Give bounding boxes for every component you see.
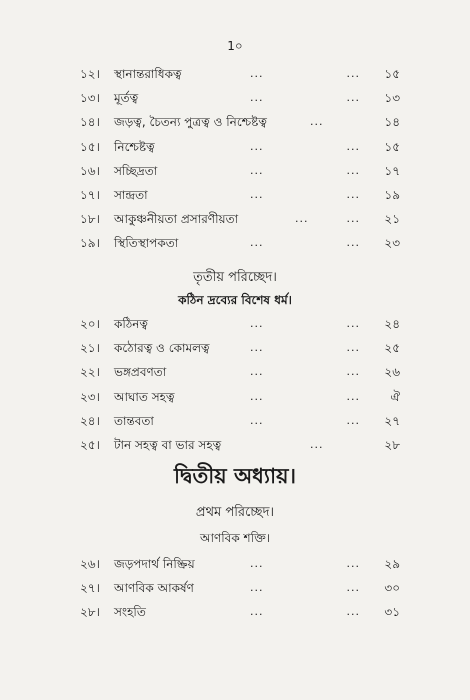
leader-dots: ... ... — [250, 163, 360, 177]
leader-dots: ... ... — [250, 341, 360, 355]
entry-page: ১৯ — [384, 187, 400, 202]
entry-page: ২৭ — [384, 413, 400, 428]
entry-page: ১৪ — [384, 115, 400, 130]
toc-entry — [80, 207, 400, 231]
entry-title: সচ্ছিদ্রতা — [114, 163, 158, 178]
entry-number: ২৬। — [80, 557, 100, 571]
entry-page: ২৯ — [384, 557, 400, 571]
entry-page: ২৬ — [384, 365, 400, 380]
toc-section-a — [80, 62, 400, 256]
toc-entry — [80, 86, 400, 110]
entry-page: ২১ — [384, 212, 400, 227]
leader-dots: ... ... — [250, 557, 360, 570]
leader-dots: ... — [310, 115, 324, 129]
entry-title: আকুঞ্চনীয়তা প্রসারণীয়তা — [114, 212, 239, 227]
entry-page: ২৫ — [384, 341, 400, 356]
chapter3-subheading: কঠিন দ্রব্যের বিশেষ ধর্ম। — [178, 293, 292, 307]
leader-dots: ... ... — [250, 317, 360, 330]
leader-dots: ... ... — [250, 236, 360, 250]
toc-entry — [80, 576, 400, 600]
leader-dots: ... ... — [250, 365, 360, 379]
leader-dots: ... ... — [250, 605, 360, 619]
entry-page: ঐ — [390, 389, 400, 404]
entry-page: ২৩ — [384, 236, 400, 251]
entry-number: ১৫। — [80, 139, 100, 154]
entry-title: জড়ত্ব, চৈতন্য পুত্রত্ব ও নিশ্চেষ্টত্ব — [114, 115, 267, 130]
entry-page: ১৭ — [384, 163, 400, 178]
entry-page: ৩০ — [384, 581, 400, 596]
entry-number: ১৯। — [80, 236, 100, 251]
entry-title: মূর্তত্ব — [114, 91, 139, 106]
entry-number: ২৮। — [80, 605, 100, 620]
toc-entry — [80, 312, 400, 336]
leader-dots: ... ... — [250, 581, 360, 595]
entry-number: ২১। — [80, 341, 100, 356]
entry-number: ২৩। — [80, 389, 100, 404]
chapter3-heading: তৃতীয় পরিচ্ছেদ। — [193, 270, 277, 285]
toc-entry — [80, 433, 400, 457]
toc-entry — [80, 159, 400, 183]
leader-dots: ... ... — [250, 187, 360, 201]
entry-number: ১৩। — [80, 91, 100, 106]
entry-number: ১৬। — [80, 163, 100, 178]
entry-page: ১৫ — [384, 139, 400, 154]
leader-dots: ... ... — [250, 139, 360, 153]
entry-title: নিশ্চেষ্টত্ব — [114, 139, 155, 154]
entry-number: ১৪। — [80, 115, 100, 130]
toc-entry — [80, 385, 400, 409]
toc-section-c — [80, 552, 400, 625]
entry-title: তান্তবতা — [114, 413, 154, 428]
entry-title: জড়পদার্থ নিষ্ক্রিয় — [114, 557, 195, 571]
entry-number: ২০। — [80, 317, 100, 331]
entry-number: ২৪। — [80, 413, 100, 428]
entry-page: ১৩ — [384, 91, 400, 106]
entry-title: আঘাত সহত্ব — [114, 389, 175, 404]
entry-number: ২৭। — [80, 581, 100, 596]
entry-number: ১৮। — [80, 212, 100, 227]
page-number: 1০ — [227, 39, 243, 53]
entry-number: ১৭। — [80, 187, 100, 202]
leader-dots: ... ... — [295, 212, 360, 226]
toc-entry — [80, 360, 400, 384]
entry-title: স্থানান্তরাধিকত্ব — [114, 67, 182, 81]
toc-entry — [80, 336, 400, 360]
toc-entry — [80, 409, 400, 433]
leader-dots: ... ... — [250, 67, 360, 80]
entry-number: ২৫। — [80, 437, 100, 452]
leader-dots: ... ... — [250, 91, 360, 105]
entry-title: ভঙ্গপ্রবণতা — [114, 365, 167, 380]
toc-section-b — [80, 312, 400, 457]
part2-subheading: প্রথম পরিচ্ছেদ। — [195, 505, 275, 520]
toc-entry — [80, 62, 400, 86]
toc-entry — [80, 231, 400, 255]
part2-subsubheading: আণবিক শক্তি। — [199, 531, 271, 545]
entry-title: টান সহত্ব বা ভার সহত্ব — [114, 437, 222, 452]
toc-entry — [80, 183, 400, 207]
entry-number: ১২। — [80, 67, 100, 81]
entry-page: ১৫ — [384, 67, 400, 81]
entry-title: আণবিক আকর্ষণ — [114, 581, 194, 596]
entry-page: ৩১ — [384, 605, 400, 620]
toc-entry — [80, 135, 400, 159]
toc-entry — [80, 552, 400, 576]
entry-title: কঠোরত্ব ও কোমলত্ব — [114, 341, 210, 356]
entry-title: স্থিতিস্থাপকতা — [114, 236, 179, 251]
entry-title: কঠিনত্ব — [114, 317, 148, 331]
toc-entry — [80, 110, 400, 134]
toc-entry — [80, 600, 400, 624]
entry-title: সংহতি — [114, 605, 146, 620]
part2-heading: দ্বিতীয় অধ্যায়। — [174, 464, 296, 488]
entry-page: ২৮ — [384, 437, 400, 452]
entry-page: ২৪ — [384, 317, 400, 331]
leader-dots: ... ... — [250, 413, 360, 427]
leader-dots: ... — [310, 437, 324, 451]
entry-number: ২২। — [80, 365, 100, 380]
leader-dots: ... ... — [250, 389, 360, 403]
entry-title: সান্দ্রতা — [114, 187, 148, 202]
